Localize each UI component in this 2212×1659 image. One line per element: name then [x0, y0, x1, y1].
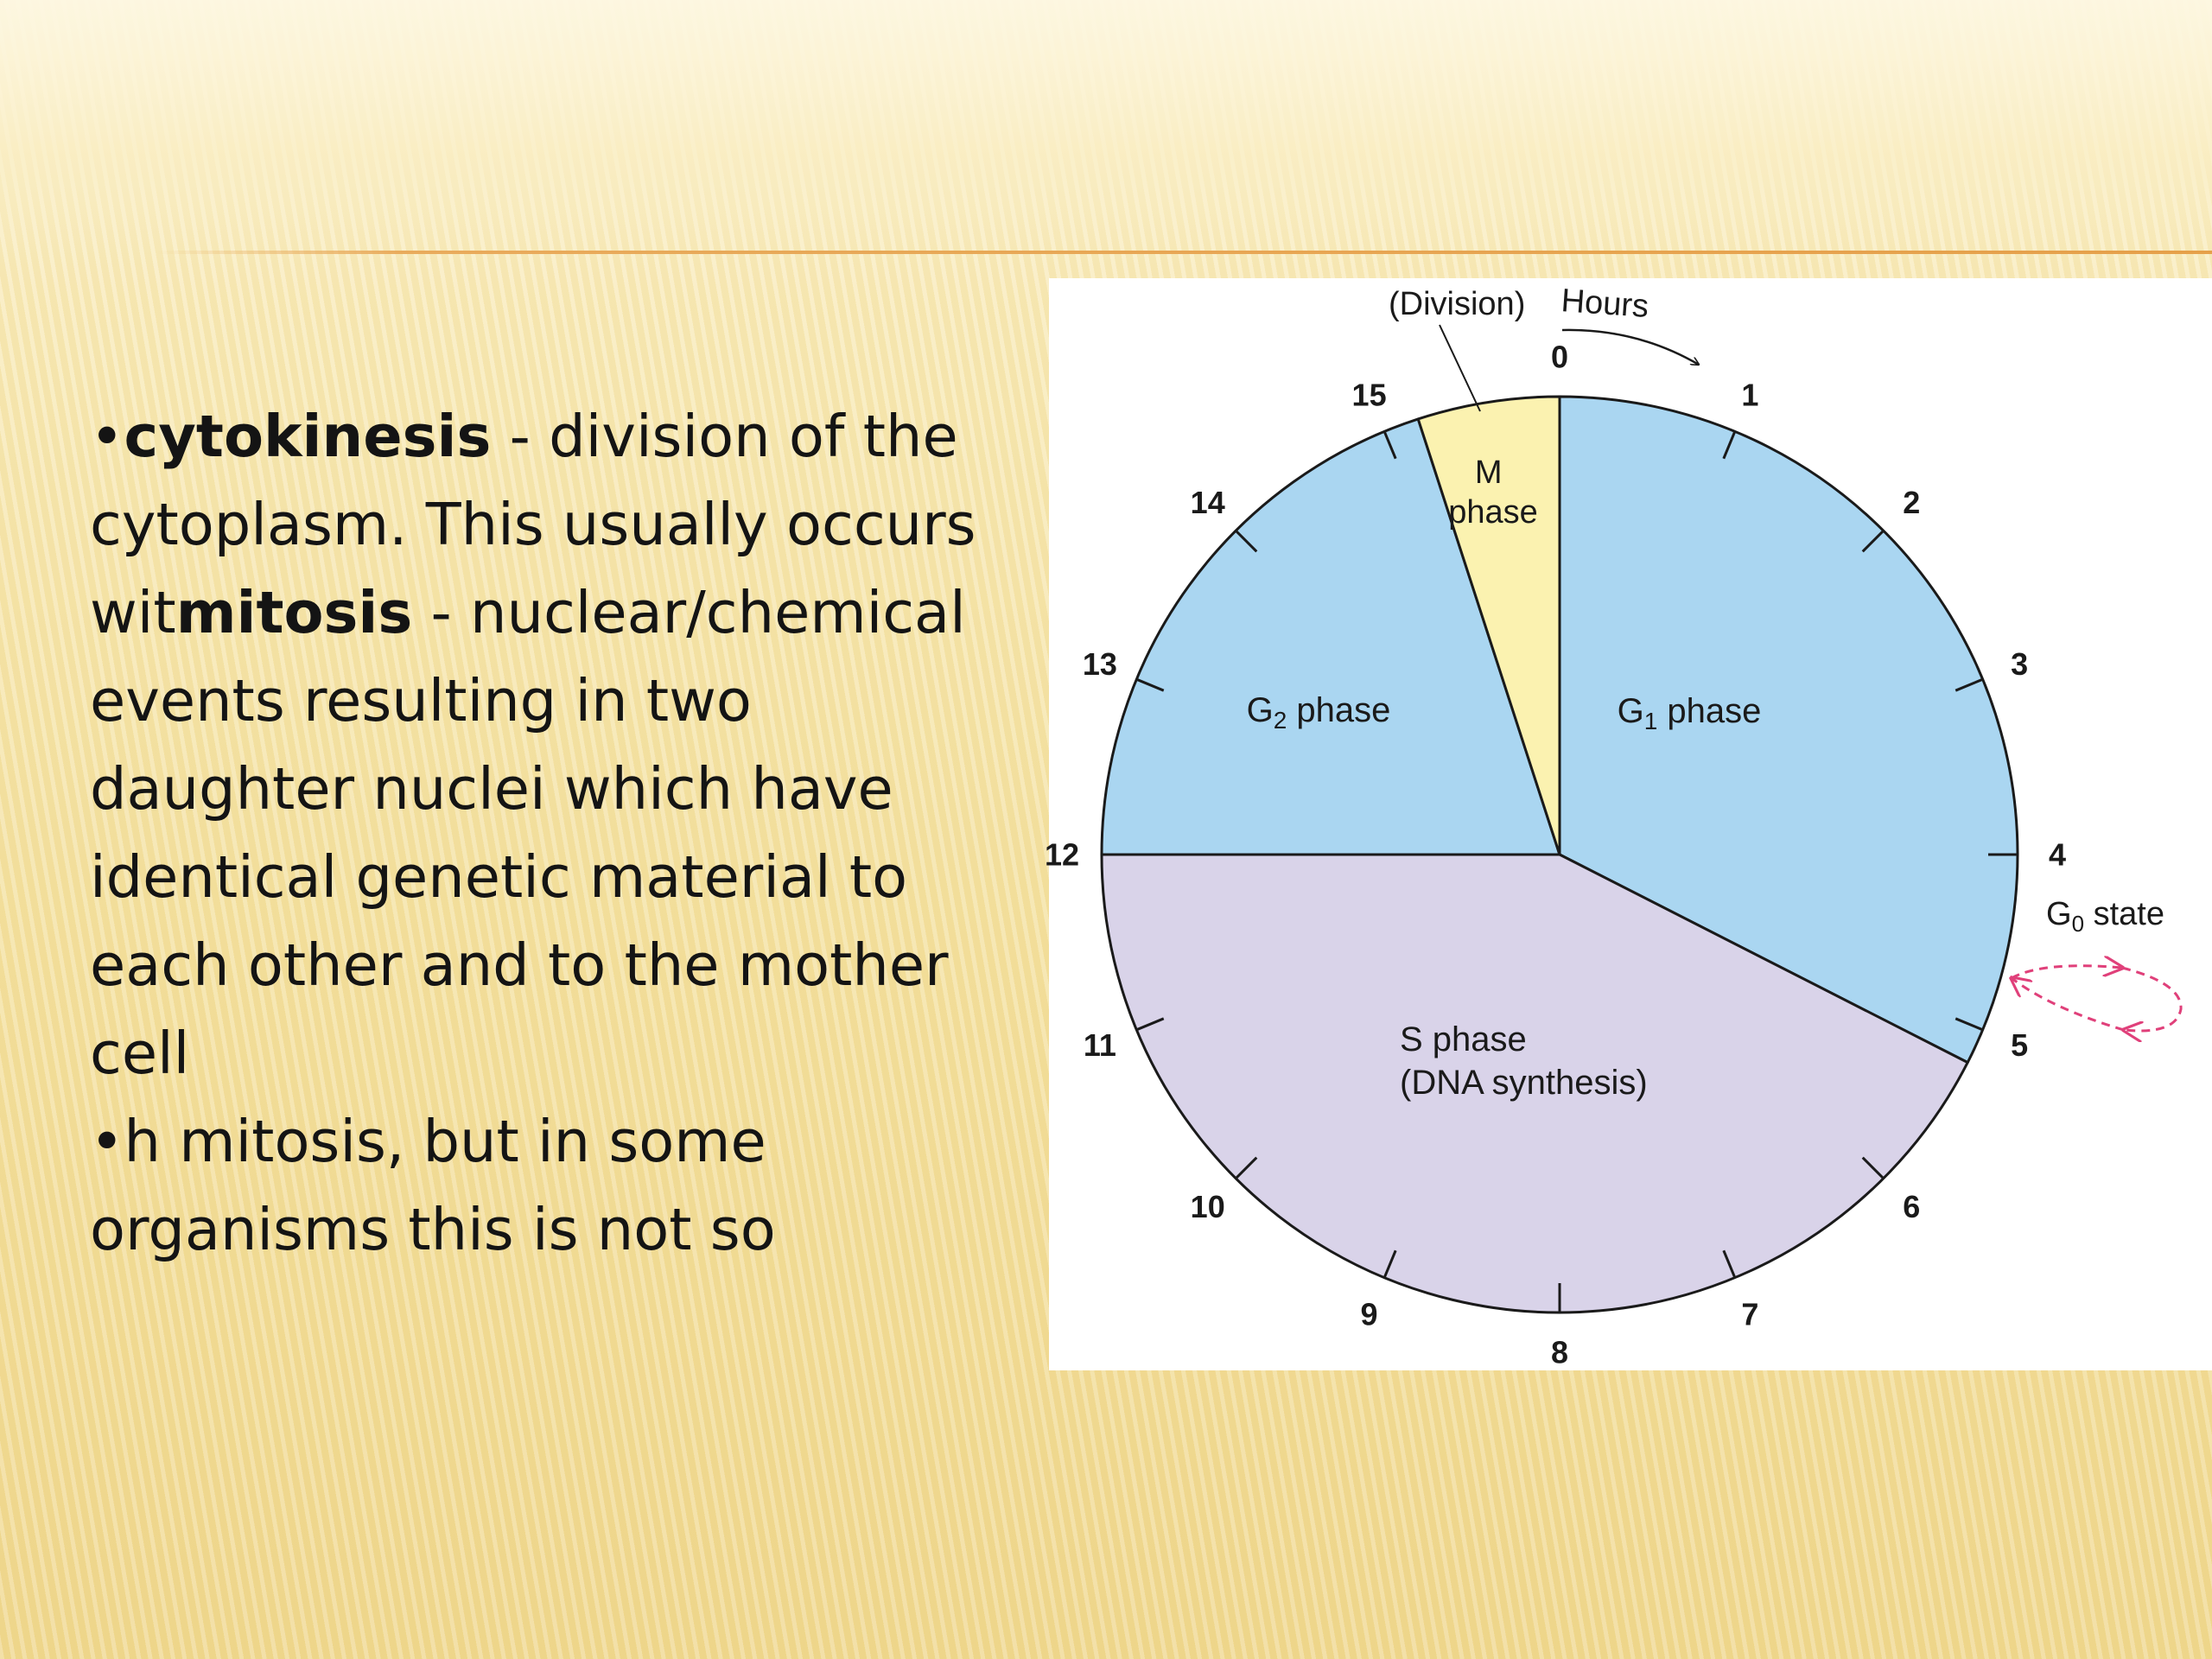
- division-label: (Division): [1389, 286, 1526, 322]
- m-phase-label: M phase: [1448, 454, 1538, 531]
- hour-label: 5: [2011, 1027, 2029, 1063]
- hour-label: 3: [2011, 646, 2029, 683]
- hour-label: 12: [1044, 836, 1080, 873]
- header-divider: [156, 251, 2212, 254]
- hour-label: 9: [1360, 1296, 1378, 1332]
- hours-arrow: [1562, 330, 1699, 365]
- hour-label: 0: [1550, 339, 1569, 375]
- hour-label: 11: [1083, 1027, 1116, 1063]
- g0-loop-arrow: [2122, 968, 2181, 1031]
- bullet-mitosis-note: •h mitosis, but in some organisms this is not so: [90, 1108, 776, 1263]
- g0-state-label: G0 state: [2046, 896, 2164, 937]
- g1-phase-label: G1 phase: [1617, 692, 1762, 734]
- hour-label: 14: [1190, 485, 1225, 521]
- hour-label: 4: [2048, 836, 2067, 873]
- g0-return-arrow: [2012, 978, 2124, 1030]
- division-pointer: [1440, 325, 1480, 411]
- hour-label: 13: [1082, 646, 1117, 683]
- hour-label: 6: [1903, 1188, 1921, 1224]
- g2-phase-label: G2 phase: [1246, 691, 1391, 734]
- cell-cycle-pie: [1044, 278, 2212, 1370]
- term-cytokinesis: cytokinesis: [124, 403, 492, 470]
- header-band: [0, 0, 2212, 259]
- hour-label: 1: [1741, 377, 1759, 413]
- hour-label: 15: [1351, 377, 1387, 413]
- bullet-cytokinesis: •cytokinesis - division of the cytoplasm. This usually occurs witmitosis - nuclear/chemical events resulting in two daughter nuclei which have identical genetic material to each other and to the mother cell: [90, 403, 976, 1087]
- term-mitosis: mitosis: [175, 579, 413, 646]
- slide-body-text: [90, 392, 1006, 1274]
- s-phase-label: S phase (DNA synthesis): [1400, 1020, 1648, 1102]
- cell-cycle-diagram: [1044, 278, 2212, 1370]
- hour-label: 8: [1550, 1334, 1569, 1370]
- g0-exit-arrow: [2012, 966, 2122, 978]
- hour-label: 10: [1190, 1188, 1225, 1224]
- hour-label: 2: [1903, 485, 1921, 521]
- hour-label: 7: [1741, 1296, 1759, 1332]
- hours-label: Hours: [1560, 283, 1650, 326]
